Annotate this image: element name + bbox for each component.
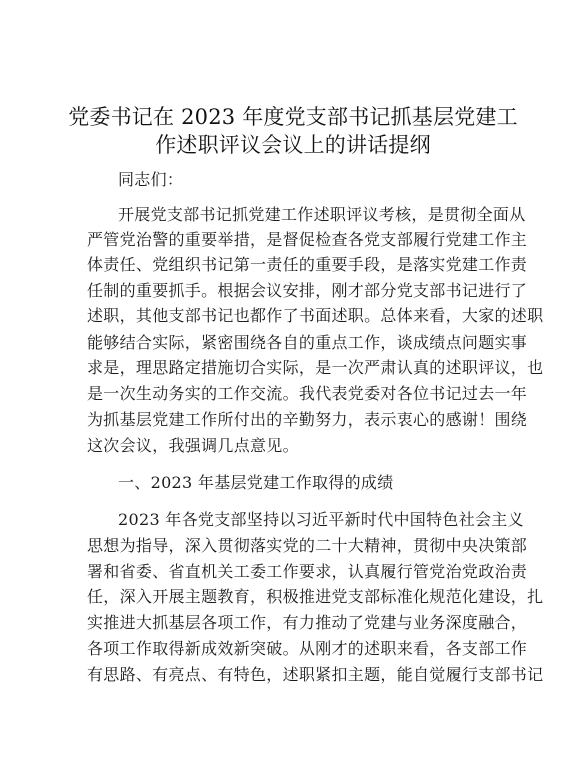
document-title-line-2: 作述职评议会议上的讲话提纲: [155, 133, 431, 157]
paragraph-line: 2023 年各党支部坚持以习近平新时代中国特色社会主义: [118, 510, 524, 529]
paragraph-line: 任制的重要抓手。根据会议安排，刚才部分党支部书记进行了: [87, 281, 528, 300]
paragraph-line: 述职，其他支部书记也都作了书面述职。总体来看，大家的述职: [87, 306, 544, 325]
paragraph-line: 任，深入开展主题教育，积极推进党支部标准化规范化建设，扎: [87, 587, 544, 606]
salutation: 同志们：: [118, 170, 184, 189]
paragraph-line: 有思路、有亮点、有特色，述职紧扣主题，能自觉履行支部书记: [87, 665, 544, 684]
paragraph-line: 是一次生动务实的工作交流。我代表党委对各位书记过去一年: [87, 384, 528, 403]
paragraph-line: 体责任、党组织书记第一责任的重要手段，是落实党建工作责: [87, 255, 528, 274]
paragraph-line: 为抓基层党建工作所付出的辛勤努力，表示衷心的感谢！围绕: [87, 410, 528, 429]
paragraph-line: 严管党治警的重要举措，是督促检查各党支部履行党建工作主: [87, 230, 528, 249]
document-title-line-1: 党委书记在 2023 年度党支部书记抓基层党建工: [68, 105, 518, 129]
section-heading: 一、2023 年基层党建工作取得的成绩: [118, 473, 394, 492]
paragraph-line: 思想为指导，深入贯彻落实党的二十大精神，贯彻中央决策部: [87, 536, 528, 555]
paragraph-line: 能够结合实际，紧密围绕各自的重点工作，谈成绩点问题实事: [87, 333, 528, 352]
paragraph-line: 这次会议，我强调几点意见。: [87, 436, 299, 455]
paragraph-line: 实推进大抓基层各项工作，有力推动了党建与业务深度融合，: [87, 613, 528, 632]
paragraph-line: 开展党支部书记抓党建工作述职评议考核，是贯彻全面从: [118, 205, 526, 224]
paragraph-line: 求是，理思路定措施切合实际，是一次严肃认真的述职评议，也: [87, 358, 544, 377]
paragraph-line: 署和省委、省直机关工委工作要求，认真履行管党治党政治责: [87, 562, 528, 581]
paragraph-line: 各项工作取得新成效新突破。从刚才的述职来看，各支部工作: [87, 639, 528, 658]
